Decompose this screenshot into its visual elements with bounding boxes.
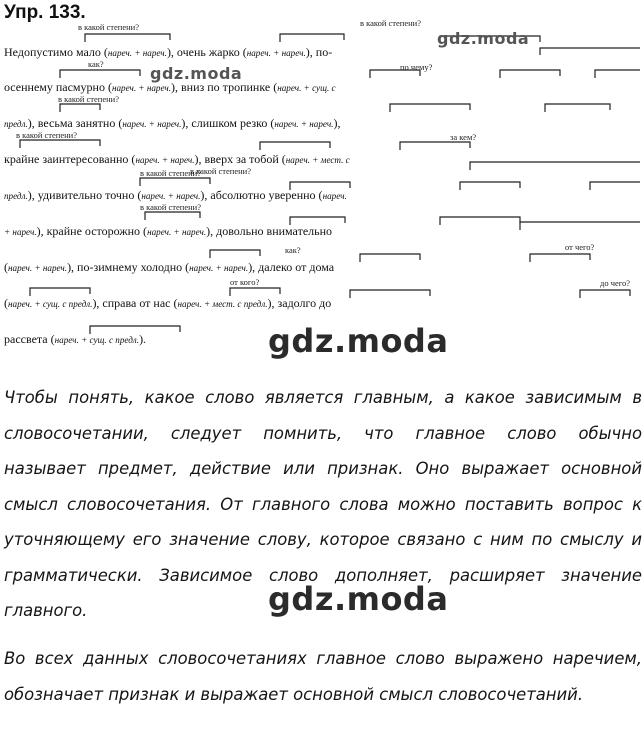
question-label: в какой степени? [58,94,119,104]
exercise-line [4,291,642,316]
pos-scheme: нареч. + нареч. [274,119,334,129]
exercise-line [4,111,642,136]
phrase-text: ), абсолютно уверенно ( [200,188,323,202]
phrase-text: ), справа от нас ( [92,296,178,310]
question-label: от кого? [230,277,260,287]
paragraph-line: обозначает признак и выражает основной смысл словосочетаний. [4,684,584,704]
pos-scheme: предл. [4,191,28,201]
paragraph-line: Во всех данных словосочетаниях главное слово выражено наречием, [4,649,642,668]
phrase-text: ), далеко от дома [248,260,335,274]
phrase-text: ), очень жарко ( [166,45,247,59]
watermark: gdz.moda [268,580,449,618]
paragraph-line: уточняющему его значение слову, которое связано с ним по смыслу и [4,530,642,549]
watermark: gdz.moda [150,64,243,83]
exercise-line [4,219,642,244]
pos-scheme: + нареч. [4,227,37,237]
question-label: в какой степени? [190,166,251,176]
question-label: в какой степени? [360,18,421,28]
phrase-text: крайне заинтересованно ( [4,152,136,166]
watermark: gdz.moda [268,322,449,360]
paragraph-line: называет предмет, действие или признак. Оно выражает основной [4,459,642,478]
phrase-text: ), вверх за тобой ( [194,152,286,166]
phrase-text: ( [4,296,8,310]
question-label: от чего? [565,242,595,252]
question-label: в какой степени? [140,202,201,212]
exercise-title: Упр. 133. [4,2,86,23]
watermark: gdz.moda [437,29,530,48]
question-label: в какой степени? [78,22,139,32]
pos-scheme: нареч. + мест. с [285,155,350,165]
pos-scheme: нареч. + нареч. [107,48,167,58]
exercise-line [4,147,642,172]
phrase-text: ), довольно внимательно [206,224,333,238]
pos-scheme: нареч. + сущ. с предл. [8,299,93,309]
phrase-text: ), по-зимнему холодно ( [67,260,190,274]
paragraph-line: Чтобы понять, какое слово является главным, а какое зависимым в [4,388,642,407]
phrase-text: ( [4,260,8,274]
pos-scheme: нареч. + нареч. [8,263,68,273]
paragraph-line: грамматически. Зависимое слово дополняет, расширяет значение [4,565,642,585]
pos-scheme: нареч. [322,191,347,201]
paragraph-line: главного. [4,601,88,620]
question-label: как? [88,59,104,69]
phrase-text: ), удивительно точно ( [27,188,142,202]
phrase-text: Недопустимо мало ( [4,45,108,59]
exercise-line [4,75,642,100]
phrase-text: ), по- [305,45,333,59]
pos-scheme: нареч. + нареч. [189,263,249,273]
pos-scheme: нареч. + сущ. с предл. [54,335,140,345]
phrase-text: рассвета ( [4,332,55,346]
phrase-text: ), вниз по тропинке ( [171,80,278,94]
pos-scheme: нареч. + нареч. [122,119,182,129]
pos-scheme: предл. [4,119,28,129]
exercise-line [4,255,642,280]
question-label: как? [285,245,301,255]
phrase-text: ), задолго до [267,296,332,310]
pos-scheme: нареч. + нареч. [111,83,172,93]
phrase-text: ), [333,116,341,130]
paragraph-line: словосочетании, следует помнить, что главное слово обычно [4,423,642,443]
pos-scheme: нареч. + нареч. [246,48,306,58]
paragraph-line: смысл словосочетания. От главного слова можно поставить вопрос к [4,494,642,514]
exercise-line [4,40,642,65]
pos-scheme: нареч. + нареч. [141,191,201,201]
question-label: до чего? [600,278,631,288]
exercise-line [4,183,642,208]
question-label: в какой степени? [140,168,201,178]
question-label: по чему? [400,62,433,72]
pos-scheme: нареч. + нареч. [135,155,195,165]
pos-scheme: нареч. + сущ. с [277,83,336,93]
question-label: за кем? [450,132,477,142]
question-label: в какой степени? [16,130,77,140]
phrase-text: ), весьма занятно ( [27,116,123,130]
phrase-text: ), крайне осторожно ( [36,224,148,238]
phrase-text: осеннему пасмурно ( [4,80,112,94]
pos-scheme: нареч. + нареч. [147,227,207,237]
pos-scheme: нареч. + мест. с предл. [177,299,268,309]
phrase-text: ), слишком резко ( [181,116,275,130]
phrase-text: ). [139,332,147,346]
